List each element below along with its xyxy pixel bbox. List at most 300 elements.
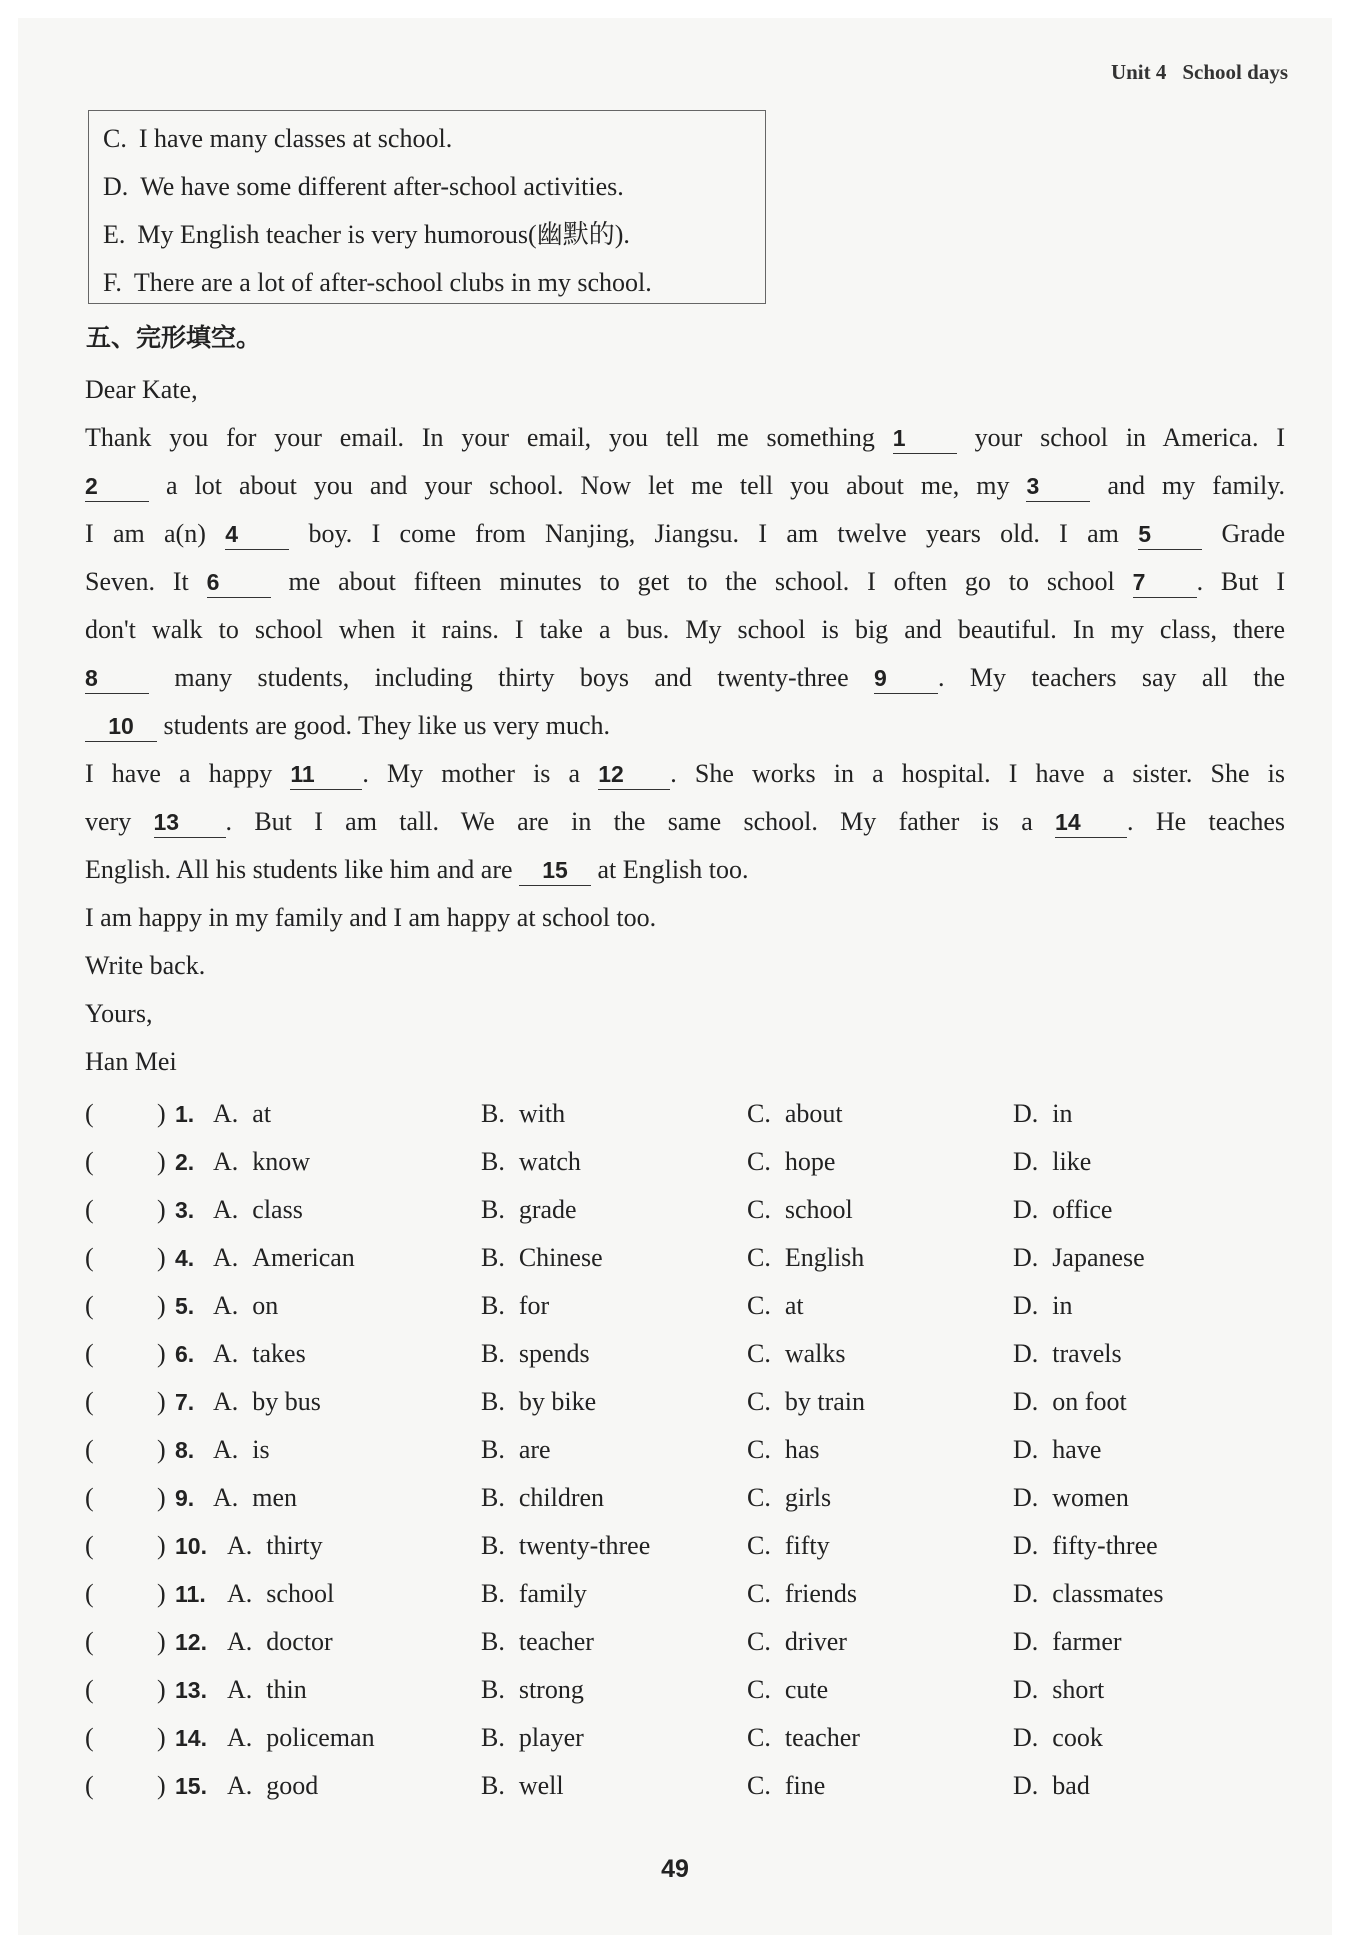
- blank-1[interactable]: 1: [893, 423, 957, 454]
- choice-text: teacher: [518, 1627, 594, 1656]
- question-number: 11.: [175, 1581, 206, 1607]
- choice-a[interactable]: [213, 1474, 297, 1522]
- option-text: We have some different after-school activities.: [140, 172, 624, 201]
- choice-letter: A.: [227, 1771, 253, 1800]
- choice-text: by bus: [252, 1387, 321, 1416]
- choice-c[interactable]: [747, 1186, 853, 1234]
- choice-a[interactable]: [213, 1330, 306, 1378]
- answer-paren-left[interactable]: (: [85, 1531, 94, 1560]
- choice-d[interactable]: [1013, 1138, 1091, 1186]
- letter-text: Grade: [1202, 519, 1285, 548]
- letter-text: . But I: [1196, 567, 1285, 596]
- choice-text: travels: [1052, 1339, 1122, 1368]
- choice-letter: B.: [481, 1771, 505, 1800]
- choice-letter: B.: [481, 1387, 505, 1416]
- choice-letter: B.: [481, 1243, 505, 1272]
- letter-text: . But I am tall. We are in the same school. My father is a: [225, 807, 1056, 836]
- option-item: [89, 211, 765, 259]
- choice-text: policeman: [266, 1723, 375, 1752]
- choice-text: thin: [266, 1675, 307, 1704]
- letter-paragraph-2: [85, 750, 1285, 894]
- letter-text: . My teachers say all the: [937, 663, 1285, 692]
- choice-text: classmates: [1052, 1579, 1164, 1608]
- answer-paren-left[interactable]: (: [85, 1147, 94, 1176]
- choice-d[interactable]: [1013, 1666, 1104, 1714]
- question-number: 8.: [175, 1437, 195, 1463]
- choice-letter: C.: [747, 1387, 771, 1416]
- blank-7[interactable]: 7: [1133, 567, 1197, 598]
- choice-text: with: [518, 1099, 566, 1128]
- blank-6[interactable]: 6: [207, 567, 271, 598]
- letter-text: many students, including thirty boys and twenty-three: [149, 663, 874, 692]
- choice-c[interactable]: [747, 1666, 828, 1714]
- question-row: [85, 1426, 1285, 1474]
- choice-c[interactable]: [747, 1234, 864, 1282]
- question-number: 15.: [175, 1773, 207, 1799]
- section-title: 五、完形填空。: [86, 323, 262, 352]
- choice-text: grade: [518, 1195, 577, 1224]
- answer-paren-right: ): [157, 1195, 166, 1224]
- choice-c[interactable]: [747, 1426, 820, 1474]
- question-number: 1.: [175, 1101, 195, 1127]
- letter-line: [85, 510, 1285, 558]
- choice-letter: C.: [747, 1147, 771, 1176]
- letter-line: [85, 798, 1285, 846]
- choice-text: at: [784, 1291, 804, 1320]
- choice-b[interactable]: [481, 1570, 587, 1618]
- blank-15[interactable]: 15: [519, 855, 591, 886]
- answer-paren-left[interactable]: (: [85, 1675, 94, 1704]
- choice-text: takes: [252, 1339, 306, 1368]
- choice-text: hope: [784, 1147, 836, 1176]
- choice-d[interactable]: [1013, 1282, 1073, 1330]
- choice-d[interactable]: [1013, 1522, 1158, 1570]
- choice-text: short: [1052, 1675, 1105, 1704]
- letter-text: boy. I come from Nanjing, Jiangsu. I am twelve years old. I am: [289, 519, 1139, 548]
- answer-paren-left[interactable]: (: [85, 1627, 94, 1656]
- page-header: [1111, 60, 1288, 85]
- choice-text: women: [1052, 1483, 1129, 1512]
- choice-letter: D.: [1013, 1531, 1039, 1560]
- choice-letter: A.: [227, 1675, 253, 1704]
- blank-9[interactable]: 9: [874, 663, 938, 694]
- choice-c[interactable]: [747, 1474, 831, 1522]
- choice-c[interactable]: [747, 1282, 804, 1330]
- choice-b[interactable]: [481, 1090, 565, 1138]
- choice-letter: B.: [481, 1339, 505, 1368]
- choice-c[interactable]: [747, 1762, 825, 1810]
- blank-2[interactable]: 2: [85, 471, 149, 502]
- choice-text: school: [784, 1195, 853, 1224]
- choice-text: in: [1052, 1291, 1073, 1320]
- options-box: [88, 110, 766, 304]
- option-text: My English teacher is very humorous(幽默的).: [137, 220, 630, 249]
- choice-d[interactable]: [1013, 1426, 1101, 1474]
- question-number: 9.: [175, 1485, 195, 1511]
- choice-text: bad: [1052, 1771, 1090, 1800]
- choice-a[interactable]: [213, 1234, 355, 1282]
- choice-letter: A.: [213, 1435, 239, 1464]
- choice-b[interactable]: [481, 1186, 577, 1234]
- choice-b[interactable]: [481, 1282, 549, 1330]
- blank-13[interactable]: 13: [154, 807, 226, 838]
- choice-letter: D.: [1013, 1723, 1039, 1752]
- letter-line: [85, 558, 1285, 606]
- choice-letter: C.: [747, 1723, 771, 1752]
- choice-text: good: [266, 1771, 319, 1800]
- question-row: [85, 1474, 1285, 1522]
- option-letter: E.: [103, 220, 126, 249]
- choice-a[interactable]: [213, 1138, 310, 1186]
- question-number: 10.: [175, 1533, 207, 1559]
- letter-line: [85, 750, 1285, 798]
- choice-letter: A.: [213, 1147, 239, 1176]
- letter-text: don't walk to school when it rains. I take a bus. My school is big and beautiful. In my class, there: [85, 615, 1285, 644]
- option-item: [89, 115, 765, 163]
- choice-b[interactable]: [481, 1330, 590, 1378]
- letter-text: Seven. It: [85, 567, 207, 596]
- choice-c[interactable]: [747, 1522, 830, 1570]
- question-row: [85, 1138, 1285, 1186]
- choice-b[interactable]: [481, 1714, 584, 1762]
- blank-5[interactable]: 5: [1138, 519, 1202, 550]
- page-number: 49: [661, 1855, 689, 1883]
- choice-text: farmer: [1052, 1627, 1122, 1656]
- choice-text: twenty-three: [518, 1531, 651, 1560]
- choice-a[interactable]: [213, 1090, 271, 1138]
- answer-paren-right: ): [157, 1675, 166, 1704]
- choice-letter: B.: [481, 1291, 505, 1320]
- choice-letter: A.: [213, 1099, 239, 1128]
- choice-c[interactable]: [747, 1570, 857, 1618]
- choice-letter: B.: [481, 1579, 505, 1608]
- choice-letter: D.: [1013, 1771, 1039, 1800]
- choice-text: school: [266, 1579, 335, 1608]
- choice-b[interactable]: [481, 1234, 603, 1282]
- answer-paren-right: ): [157, 1627, 166, 1656]
- letter-text: . He teaches: [1127, 807, 1285, 836]
- answer-paren-right: ): [157, 1579, 166, 1608]
- choice-a[interactable]: [227, 1762, 318, 1810]
- answer-paren-left[interactable]: (: [85, 1723, 94, 1752]
- choice-text: at: [252, 1099, 272, 1128]
- letter-closing: Write back.: [85, 951, 206, 980]
- letter-signoff: Yours,: [85, 999, 153, 1028]
- choice-c[interactable]: [747, 1378, 865, 1426]
- choice-c[interactable]: [747, 1138, 835, 1186]
- question-row: [85, 1570, 1285, 1618]
- choice-text: fine: [784, 1771, 826, 1800]
- choice-letter: C.: [747, 1291, 771, 1320]
- choice-letter: D.: [1013, 1435, 1039, 1464]
- choice-text: children: [518, 1483, 605, 1512]
- choice-letter: C.: [747, 1627, 771, 1656]
- letter-text: Thank you for your email. In your email, you tell me something: [85, 423, 893, 452]
- choice-letter: D.: [1013, 1147, 1039, 1176]
- choice-letter: C.: [747, 1483, 771, 1512]
- choice-d[interactable]: [1013, 1330, 1122, 1378]
- cloze-letter: [85, 366, 1285, 1086]
- choice-letter: D.: [1013, 1579, 1039, 1608]
- choice-d[interactable]: [1013, 1474, 1129, 1522]
- choice-text: thirty: [266, 1531, 323, 1560]
- choice-a[interactable]: [213, 1426, 270, 1474]
- choice-letter: C.: [747, 1099, 771, 1128]
- choice-c[interactable]: [747, 1714, 860, 1762]
- choice-letter: D.: [1013, 1627, 1039, 1656]
- question-row: [85, 1522, 1285, 1570]
- letter-paragraph-3: I am happy in my family and I am happy at school too.: [85, 903, 657, 932]
- choice-text: office: [1052, 1195, 1113, 1224]
- choice-text: Japanese: [1052, 1243, 1145, 1272]
- choice-d[interactable]: [1013, 1378, 1127, 1426]
- choice-letter: C.: [747, 1435, 771, 1464]
- answer-paren-right: ): [157, 1291, 166, 1320]
- choice-letter: D.: [1013, 1195, 1039, 1224]
- answer-paren-right: ): [157, 1483, 166, 1512]
- letter-line: [85, 846, 1285, 894]
- choice-a[interactable]: [213, 1282, 278, 1330]
- blank-12[interactable]: 12: [598, 759, 670, 790]
- choice-text: fifty-three: [1052, 1531, 1158, 1560]
- answer-paren-left[interactable]: (: [85, 1387, 94, 1416]
- letter-text: a lot about you and your school. Now let me tell you about me, my: [149, 471, 1027, 500]
- choice-b[interactable]: [481, 1138, 581, 1186]
- question-number: 6.: [175, 1341, 195, 1367]
- choice-letter: D.: [1013, 1291, 1039, 1320]
- choice-text: spends: [518, 1339, 590, 1368]
- answer-paren-left[interactable]: (: [85, 1771, 94, 1800]
- choice-letter: B.: [481, 1531, 505, 1560]
- answer-paren-left[interactable]: (: [85, 1483, 94, 1512]
- choice-d[interactable]: [1013, 1570, 1163, 1618]
- choice-letter: A.: [227, 1723, 253, 1752]
- choice-letter: B.: [481, 1435, 505, 1464]
- choice-d[interactable]: [1013, 1186, 1112, 1234]
- answer-paren-right: ): [157, 1387, 166, 1416]
- choice-text: Chinese: [518, 1243, 603, 1272]
- letter-line: [85, 654, 1285, 702]
- answer-paren-left[interactable]: (: [85, 1435, 94, 1464]
- choice-b[interactable]: [481, 1378, 596, 1426]
- choice-letter: C.: [747, 1531, 771, 1560]
- choice-text: player: [518, 1723, 584, 1752]
- choice-letter: A.: [227, 1627, 253, 1656]
- question-number: 3.: [175, 1197, 195, 1223]
- letter-line: [85, 606, 1285, 654]
- choice-text: for: [518, 1291, 550, 1320]
- choice-letter: C.: [747, 1771, 771, 1800]
- choice-text: about: [784, 1099, 843, 1128]
- choice-letter: A.: [213, 1195, 239, 1224]
- answer-paren-left[interactable]: (: [85, 1195, 94, 1224]
- letter-text: very: [85, 807, 154, 836]
- question-number: 12.: [175, 1629, 207, 1655]
- choice-text: in: [1052, 1099, 1073, 1128]
- choice-text: friends: [784, 1579, 858, 1608]
- choice-d[interactable]: [1013, 1762, 1090, 1810]
- choice-letter: B.: [481, 1675, 505, 1704]
- question-number: 7.: [175, 1389, 195, 1415]
- question-row: [85, 1618, 1285, 1666]
- letter-paragraph-1: [85, 414, 1285, 750]
- choice-text: American: [252, 1243, 355, 1272]
- answer-paren-left[interactable]: (: [85, 1243, 94, 1272]
- question-row: [85, 1282, 1285, 1330]
- choice-letter: D.: [1013, 1243, 1039, 1272]
- choice-text: cute: [784, 1675, 829, 1704]
- option-item: [89, 163, 765, 211]
- question-number: 4.: [175, 1245, 195, 1271]
- answer-paren-right: ): [157, 1339, 166, 1368]
- unit-title: School days: [1182, 60, 1288, 84]
- question-row: [85, 1666, 1285, 1714]
- choice-d[interactable]: [1013, 1090, 1073, 1138]
- choice-text: men: [252, 1483, 298, 1512]
- choice-letter: C.: [747, 1675, 771, 1704]
- choice-a[interactable]: [227, 1666, 307, 1714]
- choice-letter: D.: [1013, 1387, 1039, 1416]
- choice-letter: B.: [481, 1147, 505, 1176]
- option-letter: F.: [103, 268, 122, 297]
- option-text: There are a lot of after-school clubs in my school.: [133, 268, 652, 297]
- question-row: [85, 1378, 1285, 1426]
- choice-text: are: [518, 1435, 551, 1464]
- choice-text: like: [1052, 1147, 1092, 1176]
- choice-text: by bike: [518, 1387, 597, 1416]
- choice-text: teacher: [784, 1723, 860, 1752]
- blank-10[interactable]: 10: [85, 711, 157, 742]
- choice-letter: B.: [481, 1195, 505, 1224]
- answer-paren-right: ): [157, 1099, 166, 1128]
- choice-letter: D.: [1013, 1675, 1039, 1704]
- choice-letter: C.: [747, 1579, 771, 1608]
- question-number: 2.: [175, 1149, 195, 1175]
- choice-text: on: [252, 1291, 279, 1320]
- choice-b[interactable]: [481, 1762, 564, 1810]
- answer-paren-left[interactable]: (: [85, 1099, 94, 1128]
- choice-c[interactable]: [747, 1330, 846, 1378]
- choice-b[interactable]: [481, 1474, 604, 1522]
- letter-text: . My mother is a: [362, 759, 599, 788]
- choice-text: girls: [784, 1483, 832, 1512]
- letter-text: your school in America. I: [956, 423, 1285, 452]
- choice-letter: A.: [227, 1531, 253, 1560]
- letter-text: at English too.: [591, 855, 749, 884]
- letter-text: I have a happy: [85, 759, 291, 788]
- choice-text: well: [518, 1771, 564, 1800]
- letter-text: I am a(n): [85, 519, 226, 548]
- answer-paren-right: ): [157, 1147, 166, 1176]
- answer-paren-right: ): [157, 1435, 166, 1464]
- choice-text: know: [252, 1147, 311, 1176]
- letter-text: . She works in a hospital. I have a sister. She is: [670, 759, 1285, 788]
- blank-8[interactable]: 8: [85, 663, 149, 694]
- choice-a[interactable]: [227, 1714, 375, 1762]
- question-number: 14.: [175, 1725, 207, 1751]
- choice-text: English: [784, 1243, 865, 1272]
- choice-a[interactable]: [227, 1570, 334, 1618]
- choice-text: on foot: [1052, 1387, 1127, 1416]
- choice-c[interactable]: [747, 1618, 847, 1666]
- letter-signature: Han Mei: [85, 1047, 177, 1076]
- choice-letter: A.: [213, 1483, 239, 1512]
- choice-letter: B.: [481, 1627, 505, 1656]
- choice-d[interactable]: [1013, 1618, 1122, 1666]
- question-number: 5.: [175, 1293, 195, 1319]
- answer-paren-left[interactable]: (: [85, 1339, 94, 1368]
- letter-text: students are good. They like us very much.: [157, 711, 610, 740]
- letter-greeting: Dear Kate,: [85, 375, 198, 404]
- question-row: [85, 1186, 1285, 1234]
- choice-text: by train: [784, 1387, 865, 1416]
- choice-text: class: [252, 1195, 303, 1224]
- choice-d[interactable]: [1013, 1714, 1103, 1762]
- blank-3[interactable]: 3: [1026, 471, 1090, 502]
- option-letter: C.: [103, 124, 127, 153]
- choice-b[interactable]: [481, 1618, 594, 1666]
- question-row: [85, 1234, 1285, 1282]
- answer-paren-left[interactable]: (: [85, 1291, 94, 1320]
- choice-text: strong: [518, 1675, 584, 1704]
- question-number: 13.: [175, 1677, 207, 1703]
- choice-text: is: [252, 1435, 270, 1464]
- choice-text: doctor: [266, 1627, 333, 1656]
- letter-text: English. All his students like him and are: [85, 855, 520, 884]
- choice-a[interactable]: [213, 1378, 321, 1426]
- choice-d[interactable]: [1013, 1234, 1145, 1282]
- choice-letter: C.: [747, 1195, 771, 1224]
- blank-14[interactable]: 14: [1055, 807, 1127, 838]
- choice-letter: B.: [481, 1099, 505, 1128]
- letter-text: and my family.: [1090, 471, 1285, 500]
- choice-a[interactable]: [227, 1618, 333, 1666]
- blank-4[interactable]: 4: [225, 519, 289, 550]
- answer-paren-right: ): [157, 1723, 166, 1752]
- blank-11[interactable]: 11: [290, 759, 362, 790]
- choice-letter: D.: [1013, 1099, 1039, 1128]
- option-text: I have many classes at school.: [138, 124, 453, 153]
- choice-text: fifty: [784, 1531, 830, 1560]
- choice-letter: A.: [213, 1387, 239, 1416]
- choice-letter: D.: [1013, 1339, 1039, 1368]
- choice-b[interactable]: [481, 1426, 551, 1474]
- question-row: [85, 1714, 1285, 1762]
- choice-letter: A.: [227, 1579, 253, 1608]
- letter-line: [85, 414, 1285, 462]
- choice-text: walks: [784, 1339, 846, 1368]
- choice-b[interactable]: [481, 1522, 650, 1570]
- option-letter: D.: [103, 172, 129, 201]
- choice-text: cook: [1052, 1723, 1103, 1752]
- choice-letter: D.: [1013, 1483, 1039, 1512]
- letter-text: me about fifteen minutes to get to the school. I often go to school: [270, 567, 1133, 596]
- choice-c[interactable]: [747, 1090, 843, 1138]
- choice-text: family: [518, 1579, 587, 1608]
- choice-text: driver: [784, 1627, 847, 1656]
- choice-letter: C.: [747, 1243, 771, 1272]
- option-item: [89, 259, 765, 307]
- letter-line: [85, 702, 1285, 750]
- choice-letter: B.: [481, 1483, 505, 1512]
- choice-a[interactable]: [213, 1186, 303, 1234]
- answer-paren-left[interactable]: (: [85, 1579, 94, 1608]
- choice-a[interactable]: [227, 1522, 323, 1570]
- choice-b[interactable]: [481, 1666, 584, 1714]
- choice-letter: A.: [213, 1291, 239, 1320]
- answer-paren-right: ): [157, 1771, 166, 1800]
- choice-letter: C.: [747, 1339, 771, 1368]
